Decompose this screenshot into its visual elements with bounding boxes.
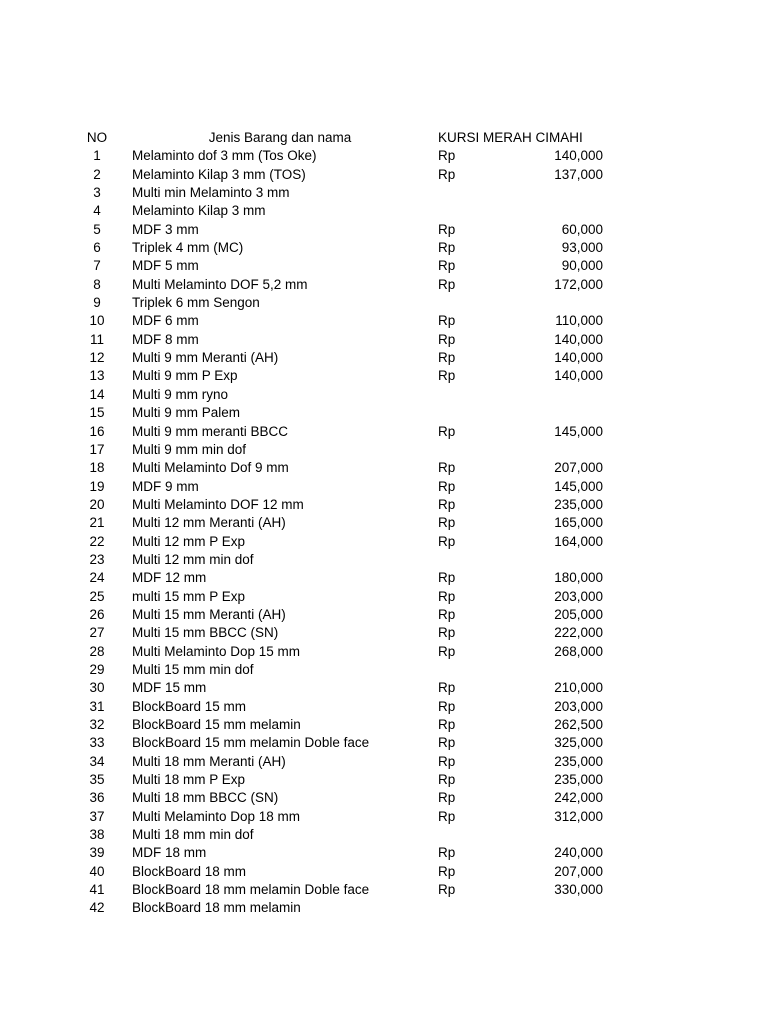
currency-label: Rp (438, 515, 456, 531)
item-price: 140,000 (554, 331, 603, 347)
item-name: Multi 12 mm min dof (132, 551, 254, 567)
currency-label: Rp (438, 882, 456, 898)
row-number: 2 (93, 166, 101, 182)
row-number: 36 (89, 790, 105, 806)
header-store-name: KURSI MERAH CIMAHI (438, 130, 583, 145)
currency-label: Rp (438, 166, 456, 182)
row-number: 14 (89, 386, 105, 402)
currency-label: Rp (438, 698, 456, 714)
table-row (0, 734, 768, 752)
row-number: 31 (89, 698, 105, 714)
table-row (0, 239, 768, 257)
currency-label: Rp (438, 863, 456, 879)
header-item-name: Jenis Barang dan nama (208, 130, 352, 145)
row-number: 4 (93, 203, 101, 219)
currency-label: Rp (438, 808, 456, 824)
item-name: Multi 15 mm Meranti (AH) (132, 606, 286, 622)
row-number: 41 (89, 882, 105, 898)
table-row (0, 367, 768, 385)
header-no: NO (86, 130, 108, 145)
row-number: 26 (89, 606, 105, 622)
item-name: MDF 5 mm (132, 258, 199, 274)
table-row (0, 331, 768, 349)
item-price: 205,000 (554, 606, 603, 622)
table-row (0, 569, 768, 587)
item-price: 110,000 (555, 313, 603, 329)
table-row (0, 551, 768, 569)
item-price: 325,000 (554, 735, 603, 751)
row-number: 5 (93, 221, 101, 237)
table-row (0, 459, 768, 477)
currency-label: Rp (438, 331, 456, 347)
currency-label: Rp (438, 368, 456, 384)
item-price: 165,000 (554, 515, 603, 531)
row-number: 23 (89, 551, 105, 567)
item-price: 235,000 (554, 753, 603, 769)
row-number: 32 (89, 717, 105, 732)
item-price: 235,000 (554, 772, 603, 788)
item-price: 210,000 (554, 680, 603, 696)
row-number: 38 (89, 827, 105, 843)
item-price: 207,000 (554, 863, 603, 879)
table-row (0, 404, 768, 422)
item-price: 268,000 (554, 643, 603, 659)
table-row (0, 496, 768, 514)
row-number: 10 (89, 313, 105, 329)
row-number: 18 (89, 460, 105, 476)
item-name: Multi Melaminto Dop 15 mm (132, 643, 301, 659)
item-name: Multi Melaminto Dof 9 mm (132, 460, 289, 476)
item-name: Melaminto Kilap 3 mm (TOS) (132, 166, 306, 182)
row-number: 33 (89, 735, 105, 751)
item-price: 240,000 (554, 845, 603, 861)
row-number: 8 (93, 276, 101, 292)
item-name: Multi 18 mm P Exp (132, 772, 246, 788)
table-row (0, 826, 768, 844)
table-row (0, 386, 768, 404)
item-name: MDF 3 mm (132, 221, 199, 237)
table-row (0, 881, 768, 899)
row-number: 15 (89, 405, 105, 421)
item-name: Multi 9 mm P Exp (132, 368, 238, 384)
item-price: 140,000 (554, 148, 603, 164)
row-number: 35 (89, 772, 105, 788)
item-name: Triplek 4 mm (MC) (132, 240, 244, 256)
item-name: MDF 15 mm (132, 680, 207, 696)
item-name: BlockBoard 18 mm melamin (132, 900, 301, 916)
item-price: 140,000 (554, 368, 603, 384)
item-name: Multi 9 mm ryno (132, 386, 229, 402)
currency-label: Rp (438, 148, 456, 164)
table-row (0, 257, 768, 275)
table-row (0, 221, 768, 239)
row-number: 29 (89, 661, 105, 677)
table-body (0, 147, 768, 917)
item-price: 330,000 (554, 882, 603, 898)
currency-label: Rp (438, 478, 456, 494)
table-row (0, 184, 768, 202)
table-row (0, 661, 768, 679)
table-row (0, 771, 768, 789)
item-price: 172,000 (554, 276, 603, 292)
table-row (0, 624, 768, 642)
item-name: Multi Melaminto DOF 12 mm (132, 496, 304, 512)
table-row (0, 679, 768, 697)
item-name: Multi min Melaminto 3 mm (132, 185, 290, 201)
item-name: Multi 18 mm min dof (132, 827, 254, 843)
currency-label: Rp (438, 313, 456, 329)
table-row (0, 294, 768, 312)
item-name: Multi 15 mm min dof (132, 661, 254, 677)
table-row (0, 312, 768, 330)
row-number: 37 (89, 808, 105, 824)
item-price: 93,000 (561, 240, 603, 256)
currency-label: Rp (438, 845, 456, 861)
item-name: Multi 12 mm P Exp (132, 533, 246, 549)
item-price: 235,000 (554, 496, 603, 512)
row-number: 9 (93, 295, 101, 311)
item-name: BlockBoard 15 mm (132, 698, 247, 714)
item-name: multi 15 mm P Exp (132, 588, 246, 604)
row-number: 20 (89, 496, 105, 512)
currency-label: Rp (438, 588, 456, 604)
item-name: BlockBoard 15 mm melamin (132, 717, 301, 732)
table-row (0, 808, 768, 826)
table-row (0, 863, 768, 881)
item-name: BlockBoard 18 mm melamin Doble face (132, 882, 370, 898)
currency-label: Rp (438, 258, 456, 274)
item-name: Multi 9 mm meranti BBCC (132, 423, 289, 439)
table-row (0, 606, 768, 624)
table-row (0, 166, 768, 184)
row-number: 40 (89, 863, 105, 879)
row-number: 1 (93, 148, 101, 164)
row-number: 42 (89, 900, 105, 916)
currency-label: Rp (438, 790, 456, 806)
price-table (0, 129, 768, 918)
currency-label: Rp (438, 221, 456, 237)
row-number: 11 (89, 331, 104, 347)
item-name: Melaminto dof 3 mm (Tos Oke) (132, 148, 317, 164)
row-number: 12 (89, 350, 105, 366)
table-row (0, 533, 768, 551)
table-row (0, 202, 768, 220)
item-price: 312,000 (554, 808, 603, 824)
table-row (0, 514, 768, 532)
table-row (0, 276, 768, 294)
currency-label: Rp (438, 643, 456, 659)
row-number: 6 (93, 240, 101, 256)
currency-label: Rp (438, 276, 456, 292)
item-name: BlockBoard 15 mm melamin Doble face (132, 735, 370, 751)
item-name: Multi 9 mm Meranti (AH) (132, 350, 279, 366)
item-price: 145,000 (554, 478, 603, 494)
item-price: 90,000 (561, 258, 603, 274)
currency-label: Rp (438, 240, 456, 256)
row-number: 16 (89, 423, 105, 439)
table-row (0, 844, 768, 862)
item-price: 203,000 (554, 698, 603, 714)
item-name: MDF 8 mm (132, 331, 199, 347)
currency-label: Rp (438, 772, 456, 788)
table-row (0, 478, 768, 496)
item-name: Melaminto Kilap 3 mm (132, 203, 266, 219)
row-number: 39 (89, 845, 105, 861)
table-row (0, 349, 768, 367)
currency-label: Rp (438, 625, 456, 641)
table-row (0, 423, 768, 441)
item-price: 180,000 (554, 570, 603, 586)
item-price: 137,000 (554, 166, 603, 182)
item-name: MDF 18 mm (132, 845, 207, 861)
item-name: MDF 12 mm (132, 570, 207, 586)
table-row (0, 698, 768, 716)
item-name: Multi Melaminto Dop 18 mm (132, 808, 301, 824)
currency-label: Rp (438, 496, 456, 512)
row-number: 19 (89, 478, 105, 494)
item-name: Multi 18 mm Meranti (AH) (132, 753, 286, 769)
row-number: 28 (89, 643, 105, 659)
currency-label: Rp (438, 735, 456, 751)
currency-label: Rp (438, 717, 456, 732)
currency-label: Rp (438, 350, 456, 366)
row-number: 27 (89, 625, 105, 641)
table-row (0, 716, 768, 734)
item-price: 207,000 (554, 460, 603, 476)
currency-label: Rp (438, 570, 456, 586)
row-number: 22 (89, 533, 105, 549)
table-row (0, 789, 768, 807)
row-number: 17 (89, 441, 105, 457)
item-price: 262,500 (554, 717, 603, 732)
item-price: 145,000 (554, 423, 603, 439)
table-row (0, 753, 768, 771)
currency-label: Rp (438, 680, 456, 696)
table-row (0, 441, 768, 459)
row-number: 7 (93, 258, 101, 274)
currency-label: Rp (438, 753, 456, 769)
table-row (0, 643, 768, 661)
row-number: 24 (89, 570, 105, 586)
currency-label: Rp (438, 460, 456, 476)
item-name: BlockBoard 18 mm (132, 863, 247, 879)
item-name: MDF 6 mm (132, 313, 199, 329)
item-name: MDF 9 mm (132, 478, 199, 494)
item-name: Multi 18 mm BBCC (SN) (132, 790, 279, 806)
row-number: 3 (93, 185, 101, 201)
item-price: 222,000 (554, 625, 603, 641)
item-name: Multi Melaminto DOF 5,2 mm (132, 276, 308, 292)
item-name: Multi 15 mm BBCC (SN) (132, 625, 279, 641)
row-number: 30 (89, 680, 105, 696)
row-number: 21 (89, 515, 105, 531)
item-price: 140,000 (554, 350, 603, 366)
currency-label: Rp (438, 606, 456, 622)
item-name: Multi 12 mm Meranti (AH) (132, 515, 286, 531)
item-price: 242,000 (554, 790, 603, 806)
row-number: 13 (89, 368, 105, 384)
table-header-row (0, 129, 768, 147)
item-price: 164,000 (554, 533, 603, 549)
item-name: Multi 9 mm min dof (132, 441, 247, 457)
item-name: Multi 9 mm Palem (132, 405, 241, 421)
item-price: 203,000 (554, 588, 603, 604)
row-number: 34 (89, 753, 105, 769)
currency-label: Rp (438, 423, 456, 439)
item-name: Triplek 6 mm Sengon (132, 295, 260, 311)
table-row (0, 588, 768, 606)
currency-label: Rp (438, 533, 456, 549)
item-price: 60,000 (561, 221, 603, 237)
row-number: 25 (89, 588, 105, 604)
table-row (0, 147, 768, 165)
table-row (0, 899, 768, 917)
